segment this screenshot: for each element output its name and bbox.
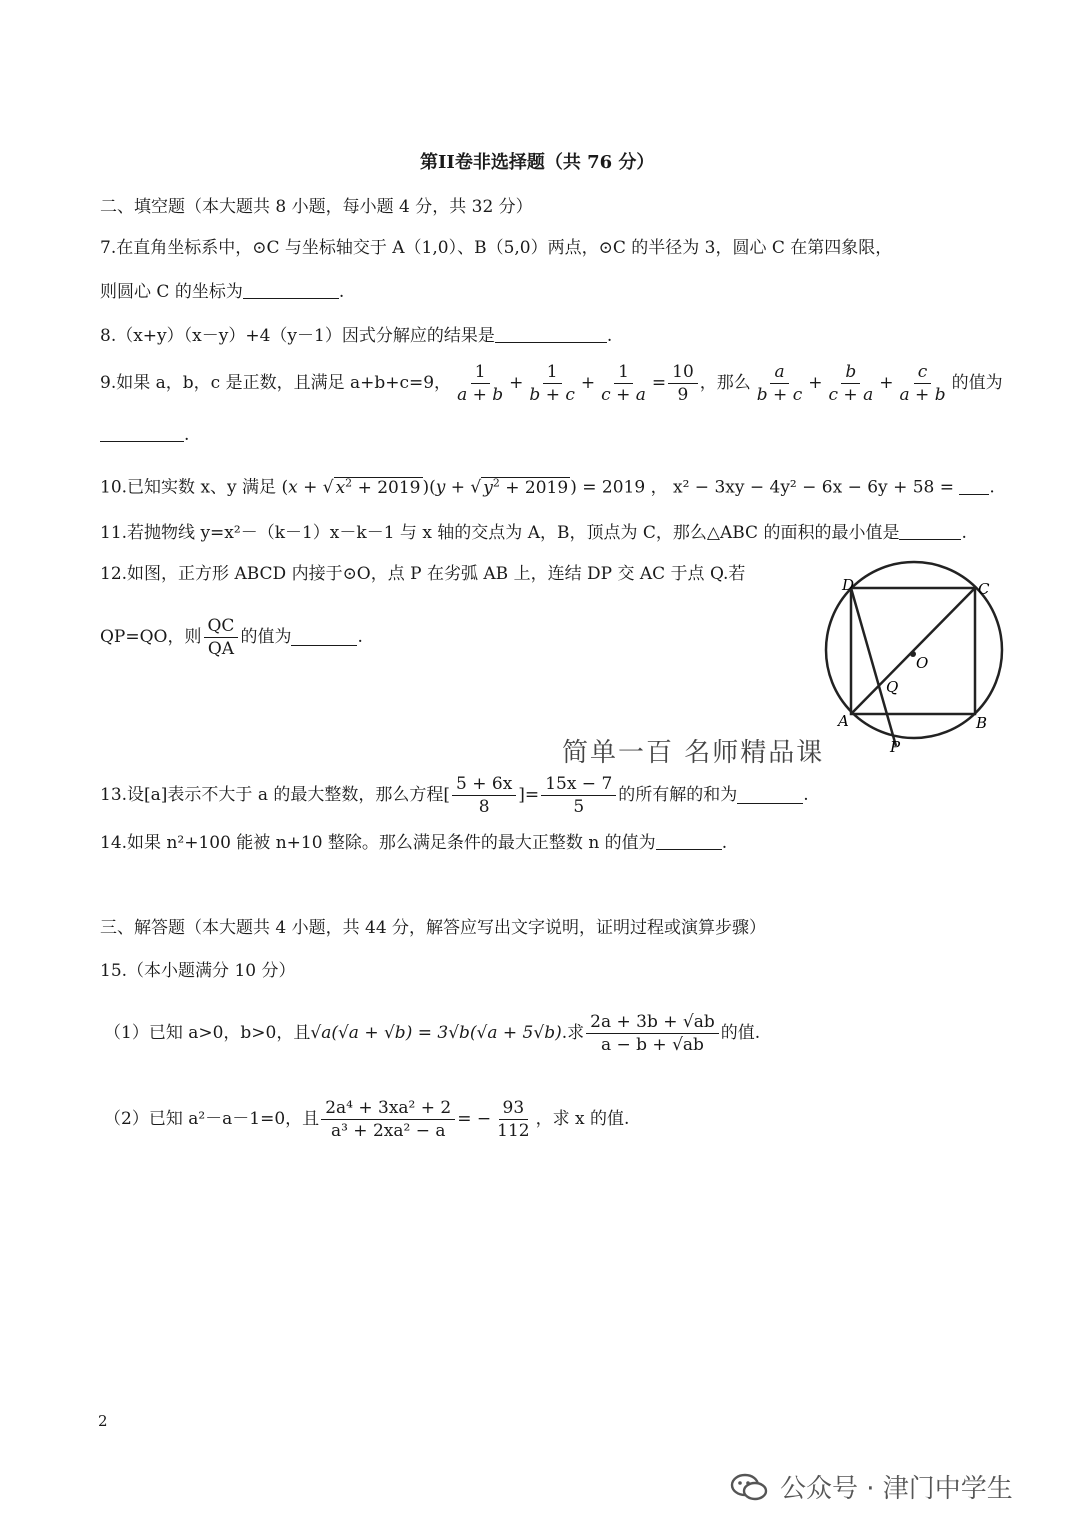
q12-suffix: 的值为 — [240, 627, 292, 647]
q11: 11.若抛物线 y=x²－（k－1）x－k－1 与 x 轴的交点为 A，B，顶点为 C，那么△ABC 的面积的最小值是 . — [100, 523, 967, 543]
wechat-icon — [730, 1472, 768, 1502]
answer-blank — [100, 425, 184, 442]
q14-text: 14.如果 n²+100 能被 n+10 整除。那么满足条件的最大正整数 n 的值为 — [100, 833, 656, 853]
answer-blank — [737, 787, 803, 804]
q10-eq2: x² − 3xy − 4y² − 6x − 6y + 58 = — [672, 477, 954, 498]
q10-eq1: = 2019 ， — [582, 477, 668, 498]
q15-p2-prefix: （2）已知 a²－a－1=0，且 — [104, 1109, 320, 1129]
q15-part2 — [104, 1092, 629, 1146]
q15-p1-prefix: （1）已知 a>0，b>0，且 — [104, 1023, 311, 1043]
answer-blank — [291, 629, 357, 646]
q9-answer-line: . — [100, 424, 189, 446]
q12-frac: $\frac{QC}{QA}$ — [204, 615, 239, 660]
q9-frac-rhs: $\frac{10}{9}$ — [668, 361, 698, 406]
label-c: C — [978, 580, 990, 598]
part-title: 第II卷非选择题（共 76 分） — [420, 152, 655, 173]
q9-frac-2: $\frac{1}{b + c}$ — [529, 361, 575, 405]
q14: 14.如果 n²+100 能被 n+10 整除。那么满足条件的最大正整数 n 的值为 . — [100, 833, 728, 853]
q7-line1: 7.在直角坐标系中，⊙C 与坐标轴交于 A（1,0）、B（5,0）两点，⊙C 的半径为 3，圆心 C 在第四象限， — [100, 238, 893, 258]
q7-line2: 则圆心 C 的坐标为 . — [100, 282, 345, 302]
q7-line2-text: 则圆心 C 的坐标为 — [100, 282, 243, 302]
label-b: B — [976, 714, 988, 732]
q11-text: 11.若抛物线 y=x²－（k－1）x－k－1 与 x 轴的交点为 A，B，顶点为 C，那么△ABC 的面积的最小值是 — [100, 523, 900, 543]
q9-frac-4: $\frac{a}{b + c}$ — [756, 361, 803, 405]
q15-p1-mid: .求 — [561, 1023, 585, 1043]
footer-source — [730, 1468, 1013, 1505]
q12-line1: 12.如图，正方形 ABCD 内接于⊙O，点 P 在劣弧 AB 上，连结 DP 交 AC 于点 Q.若 — [100, 564, 746, 584]
label-a: A — [838, 712, 849, 730]
q13-prefix: 13.设[a]表示不大于 a 的最大整数，那么方程[ — [100, 785, 451, 805]
q10: 10.已知实数 x、y 满足 (x + √ $x^2 + 2019$ )(y + √ $y^2 + 2019$ ) = 2019 ， x² − 3xy − 4y² − 6x − 6y + 58 = . — [100, 476, 995, 498]
answer-blank — [656, 833, 722, 850]
q15-p2-suffix: ，求 x 的值. — [535, 1109, 630, 1129]
q8-text: 8.（x+y）（x－y）+4（y－1）因式分解应的结果是 — [100, 326, 495, 346]
q15-p1-equation: √a(√a + √b) = 3√b(√a + 5√b) — [310, 1023, 562, 1043]
q13-mid: ]= — [518, 785, 540, 805]
label-o: O — [916, 654, 929, 672]
q12-prefix: QP=QO，则 — [100, 627, 202, 647]
q8: 8.（x+y）（x－y）+4（y－1）因式分解应的结果是 . — [100, 326, 613, 346]
q13-suffix: 的所有解的和为 — [618, 785, 738, 805]
q15-p1-frac: $\frac{2a + 3b + √ab}{a - b + √ab}$ — [586, 1011, 719, 1056]
answer-blank — [495, 326, 607, 343]
q15-title: 15.（本小题满分 10 分） — [100, 961, 296, 981]
q15-p2-frac: $\frac{\text{2a⁴ + 3xa² + 2}}{\text{a³ + 2xa² − a}}$ — [321, 1097, 455, 1142]
answer-blank — [959, 478, 989, 495]
section-3-heading: 三、解答题（本大题共 4 小题，共 44 分，解答应写出文字说明，证明过程或演算步骤） — [100, 918, 767, 938]
label-p: P — [890, 738, 901, 756]
q9-frac-5: $\frac{b}{c + a}$ — [828, 361, 874, 405]
q15-p2-eq: = − — [457, 1109, 492, 1129]
q13-frac-1: $\frac{5 + 6x}{8}$ — [452, 773, 516, 818]
q12-figure — [818, 560, 1018, 760]
q9-mid: ，那么 — [699, 373, 751, 393]
q9-frac-1: $\frac{1}{a + b}$ — [457, 361, 504, 405]
q9: 9.如果 a，b，c 是正数，且满足 a+b+c=9， $\frac{1}{a + b}$ + $\frac{1}{b + c}$ + $\frac{1}{c + a}$ = $\frac{10}{9}$ ，那么 $\frac{a}{b + c}$ + $\frac{b}{c + a}$ + $\frac{c}{a + b}$ 的值为 — [100, 361, 1003, 405]
q15-p1-suffix: 的值. — [720, 1023, 761, 1043]
q15-part1 — [104, 1006, 760, 1060]
q15-p2-rhs-frac: $\frac{93}{112}$ — [497, 1097, 530, 1141]
watermark-text: 简单一百 名师精品课 — [562, 738, 825, 768]
page-number: 2 — [98, 1412, 108, 1430]
q9-frac-6: $\frac{c}{a + b}$ — [899, 361, 946, 405]
segment-dp — [851, 588, 899, 746]
answer-blank — [243, 282, 339, 299]
q13: 13.设[a]表示不大于 a 的最大整数，那么方程[ $\frac{5 + 6x}{8}$ ]= $\frac{15x - 7}{5}$ 的所有解的和为 . — [100, 773, 809, 817]
q12-line2: QP=QO，则 $\frac{QC}{QA}$ 的值为 . — [100, 615, 363, 659]
label-q: Q — [886, 678, 899, 696]
q13-frac-2: $\frac{15x - 7}{5}$ — [541, 773, 616, 818]
label-d: D — [842, 576, 855, 594]
section-2-heading: 二、填空题（本大题共 8 小题，每小题 4 分，共 32 分） — [100, 197, 533, 217]
q9-suffix: 的值为 — [951, 373, 1003, 393]
q10-prefix: 10.已知实数 x、y 满足 — [100, 477, 277, 498]
footer-text: 公众号 · 津门中学生 — [780, 1474, 1013, 1504]
q9-prefix: 9.如果 a，b，c 是正数，且满足 a+b+c=9， — [100, 373, 452, 393]
answer-blank — [899, 523, 961, 540]
q9-frac-3: $\frac{1}{c + a}$ — [601, 361, 646, 405]
